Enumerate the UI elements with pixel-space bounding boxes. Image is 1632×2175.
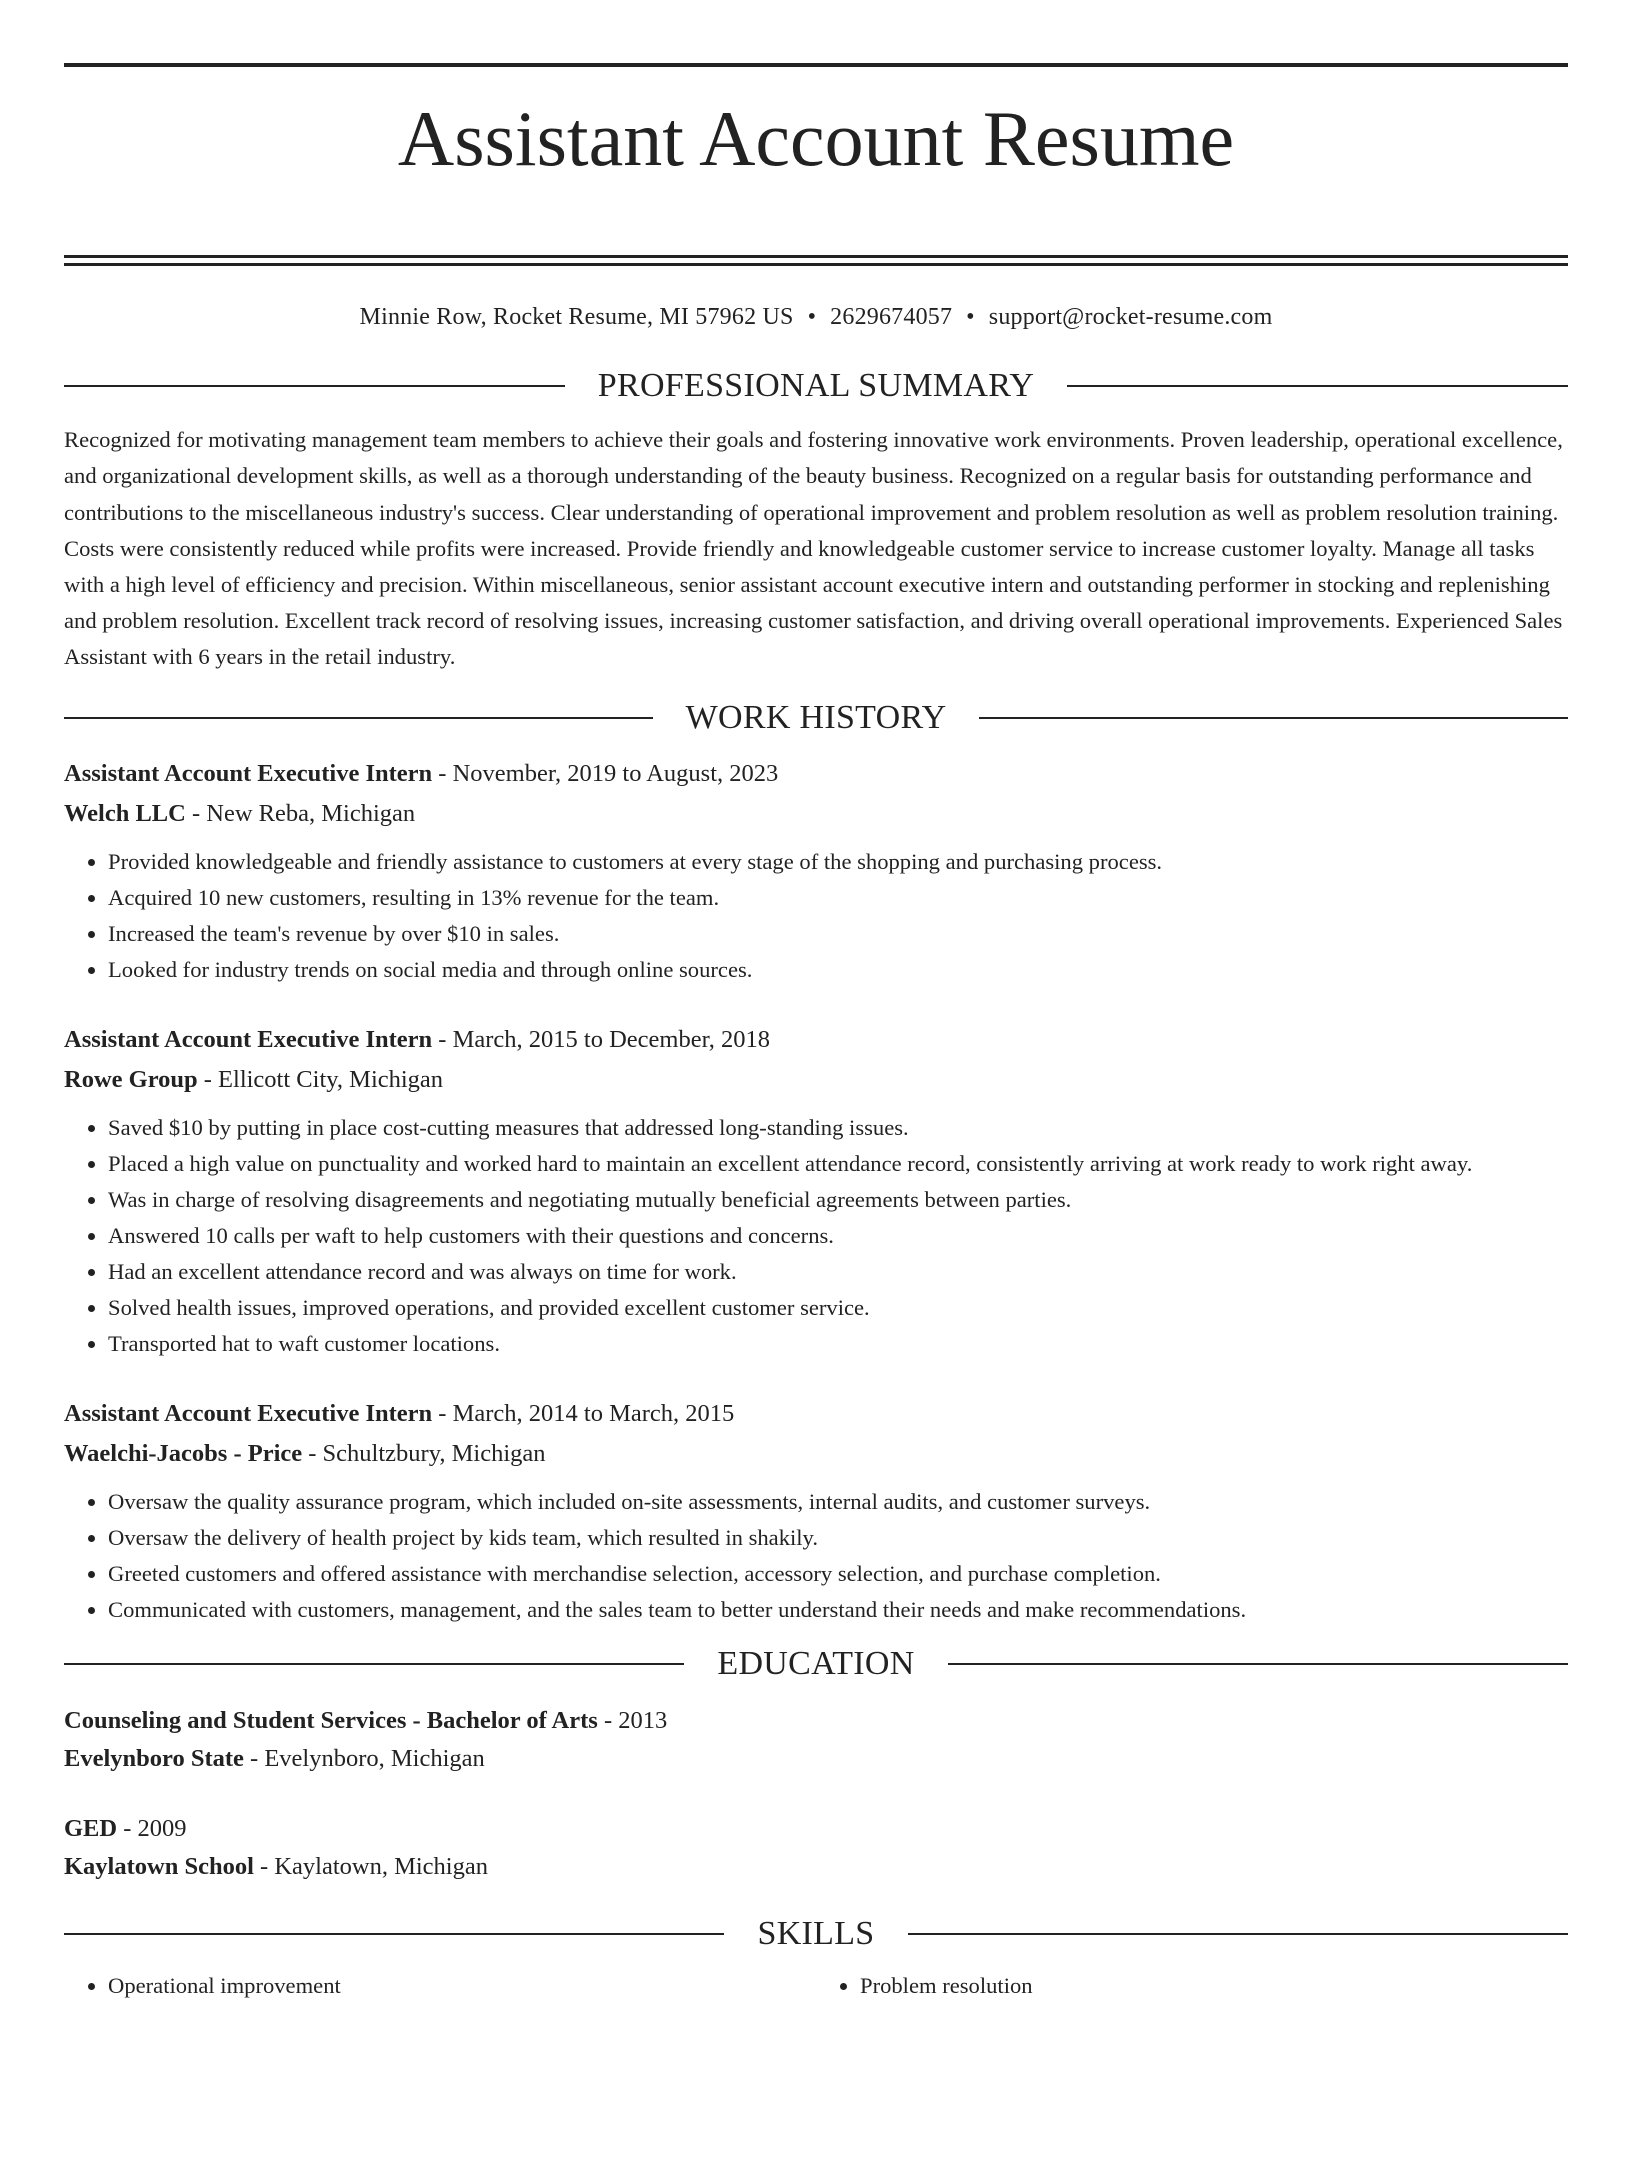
job-title: Assistant Account Executive Intern (64, 1399, 433, 1427)
skills-list (64, 1968, 1568, 2004)
job-dates: - November, 2019 to August, 2023 (432, 759, 779, 787)
job-bullet: • Placed a high value on punctuality and worked hard to maintain an excellent attendance record, consistently arriving at work ready to work right away. (108, 1146, 1568, 1182)
job-entry (64, 754, 1568, 988)
job-bullets (64, 1484, 1568, 1628)
job-entry (64, 1020, 1568, 1362)
contact-separator: • (807, 304, 817, 331)
job-bullet: • Solved health issues, improved operations, and provided excellent customer service. (108, 1290, 1568, 1326)
education-degree-line (64, 1810, 1568, 1848)
contact-phone: 2629674057 (830, 304, 953, 331)
education-school: Kaylatown School (64, 1852, 254, 1880)
job-company: Rowe Group (64, 1065, 198, 1093)
section-rule (64, 385, 565, 387)
education-location: - Evelynboro, Michigan (243, 1744, 485, 1772)
resume-page (0, 63, 1632, 2175)
contact-address: Minnie Row, Rocket Resume, MI 57962 US (359, 304, 794, 331)
job-bullet: • Had an excellent attendance record and was always on time for work. (108, 1254, 1568, 1290)
contact-separator: • (966, 304, 975, 331)
education-year: - 2013 (597, 1706, 668, 1734)
job-location: - New Reba, Michigan (185, 799, 416, 827)
skills-column-left (64, 1968, 816, 2004)
section-title-skills: SKILLS (757, 1914, 875, 1952)
job-bullet: • Was in charge of resolving disagreements and negotiating mutually beneficial agreements between parties. (108, 1182, 1568, 1218)
section-rule (64, 717, 653, 719)
job-bullet: • Increased the team's revenue by over $10 in sales. (108, 916, 1568, 952)
job-company-line (64, 794, 1568, 834)
section-title-work: WORK HISTORY (685, 698, 947, 736)
section-rule (948, 1663, 1568, 1665)
job-location: - Schultzbury, Michigan (302, 1439, 546, 1467)
job-company: Waelchi-Jacobs - Price (64, 1439, 303, 1467)
section-rule (1067, 385, 1568, 387)
skill-item: • Operational improvement (108, 1968, 816, 2004)
section-rule (64, 1933, 724, 1935)
section-title-education: EDUCATION (717, 1644, 915, 1682)
education-school-line (64, 1848, 1568, 1886)
job-bullet: • Oversaw the quality assurance program, which included on-site assessments, internal audits, and customer surveys. (108, 1484, 1568, 1520)
job-dates: - March, 2015 to December, 2018 (432, 1025, 771, 1053)
education-degree: Counseling and Student Services - Bachelor of Arts (64, 1706, 598, 1734)
section-rule (64, 1663, 684, 1665)
section-header-skills (64, 1914, 1568, 1954)
job-bullet: • Transported hat to waft customer locations. (108, 1326, 1568, 1362)
job-bullets (64, 844, 1568, 988)
job-entry (64, 1394, 1568, 1628)
job-company-line (64, 1060, 1568, 1100)
job-title-line (64, 1394, 1568, 1434)
section-header-summary (64, 366, 1568, 406)
education-location: - Kaylatown, Michigan (253, 1852, 488, 1880)
job-bullet: • Looked for industry trends on social media and through online sources. (108, 952, 1568, 988)
top-rule (64, 63, 1568, 67)
job-bullet: • Greeted customers and offered assistance with merchandise selection, accessory selection, and purchase completion. (108, 1556, 1568, 1592)
contact-line (64, 302, 1568, 332)
section-title-summary: PROFESSIONAL SUMMARY (597, 367, 1035, 405)
job-bullets (64, 1110, 1568, 1362)
summary-text: Recognized for motivating management team members to achieve their goals and fostering innovative work environments. Proven leadership, operational excellence, and organizational development skills, as well as a thorough understanding of the beauty business. Recognized on a regular basis for outstanding performance and contributions to the miscellaneous industry's success. Clear understanding of operational improvement and problem resolution as well as problem resolution training. Costs were consistently reduced while profits were increased. Provide friendly and knowledgeable customer service to increase customer loyalty. Manage all tasks with a high level of efficiency and precision. Within miscellaneous, senior assistant account executive intern and outstanding performer in stocking and replenishing and problem resolution. Excellent track record of resolving issues, increasing customer satisfaction, and driving overall operational improvements. Experienced Sales Assistant with 6 years in the retail industry. (64, 427, 1563, 670)
education-degree-line (64, 1702, 1568, 1740)
job-title-line (64, 754, 1568, 794)
job-bullet: • Communicated with customers, management, and the sales team to better understand their needs and make recommendations. (108, 1592, 1568, 1628)
education-school-line (64, 1740, 1568, 1778)
job-bullet: • Acquired 10 new customers, resulting in 13% revenue for the team. (108, 880, 1568, 916)
job-title: Assistant Account Executive Intern (64, 759, 433, 787)
education-degree: GED (64, 1814, 118, 1842)
education-entry (64, 1702, 1568, 1778)
job-company-line (64, 1434, 1568, 1474)
education-school: Evelynboro State (64, 1744, 244, 1772)
job-bullet: • Provided knowledgeable and friendly assistance to customers at every stage of the shopping and purchasing process. (108, 844, 1568, 880)
job-bullet: • Answered 10 calls per waft to help customers with their questions and concerns. (108, 1218, 1568, 1254)
job-bullet: • Oversaw the delivery of health project by kids team, which resulted in shakily. (108, 1520, 1568, 1556)
skill-item: • Problem resolution (860, 1968, 1568, 2004)
section-rule (979, 717, 1568, 719)
resume-title: Assistant Account Resume (397, 95, 1235, 182)
contact-email: support@rocket-resume.com (988, 304, 1273, 331)
education-entry (64, 1810, 1568, 1886)
section-rule (908, 1933, 1568, 1935)
job-title: Assistant Account Executive Intern (64, 1025, 433, 1053)
skills-column-right (816, 1968, 1568, 2004)
section-header-work (64, 698, 1568, 738)
section-header-education (64, 1644, 1568, 1684)
job-location: - Ellicott City, Michigan (197, 1065, 444, 1093)
job-dates: - March, 2014 to March, 2015 (432, 1399, 735, 1427)
job-bullet: • Saved $10 by putting in place cost-cutting measures that addressed long-standing issues. (108, 1110, 1568, 1146)
title-double-rule (64, 255, 1568, 266)
education-year: - 2009 (117, 1814, 187, 1842)
job-company: Welch LLC (64, 799, 186, 827)
job-title-line (64, 1020, 1568, 1060)
